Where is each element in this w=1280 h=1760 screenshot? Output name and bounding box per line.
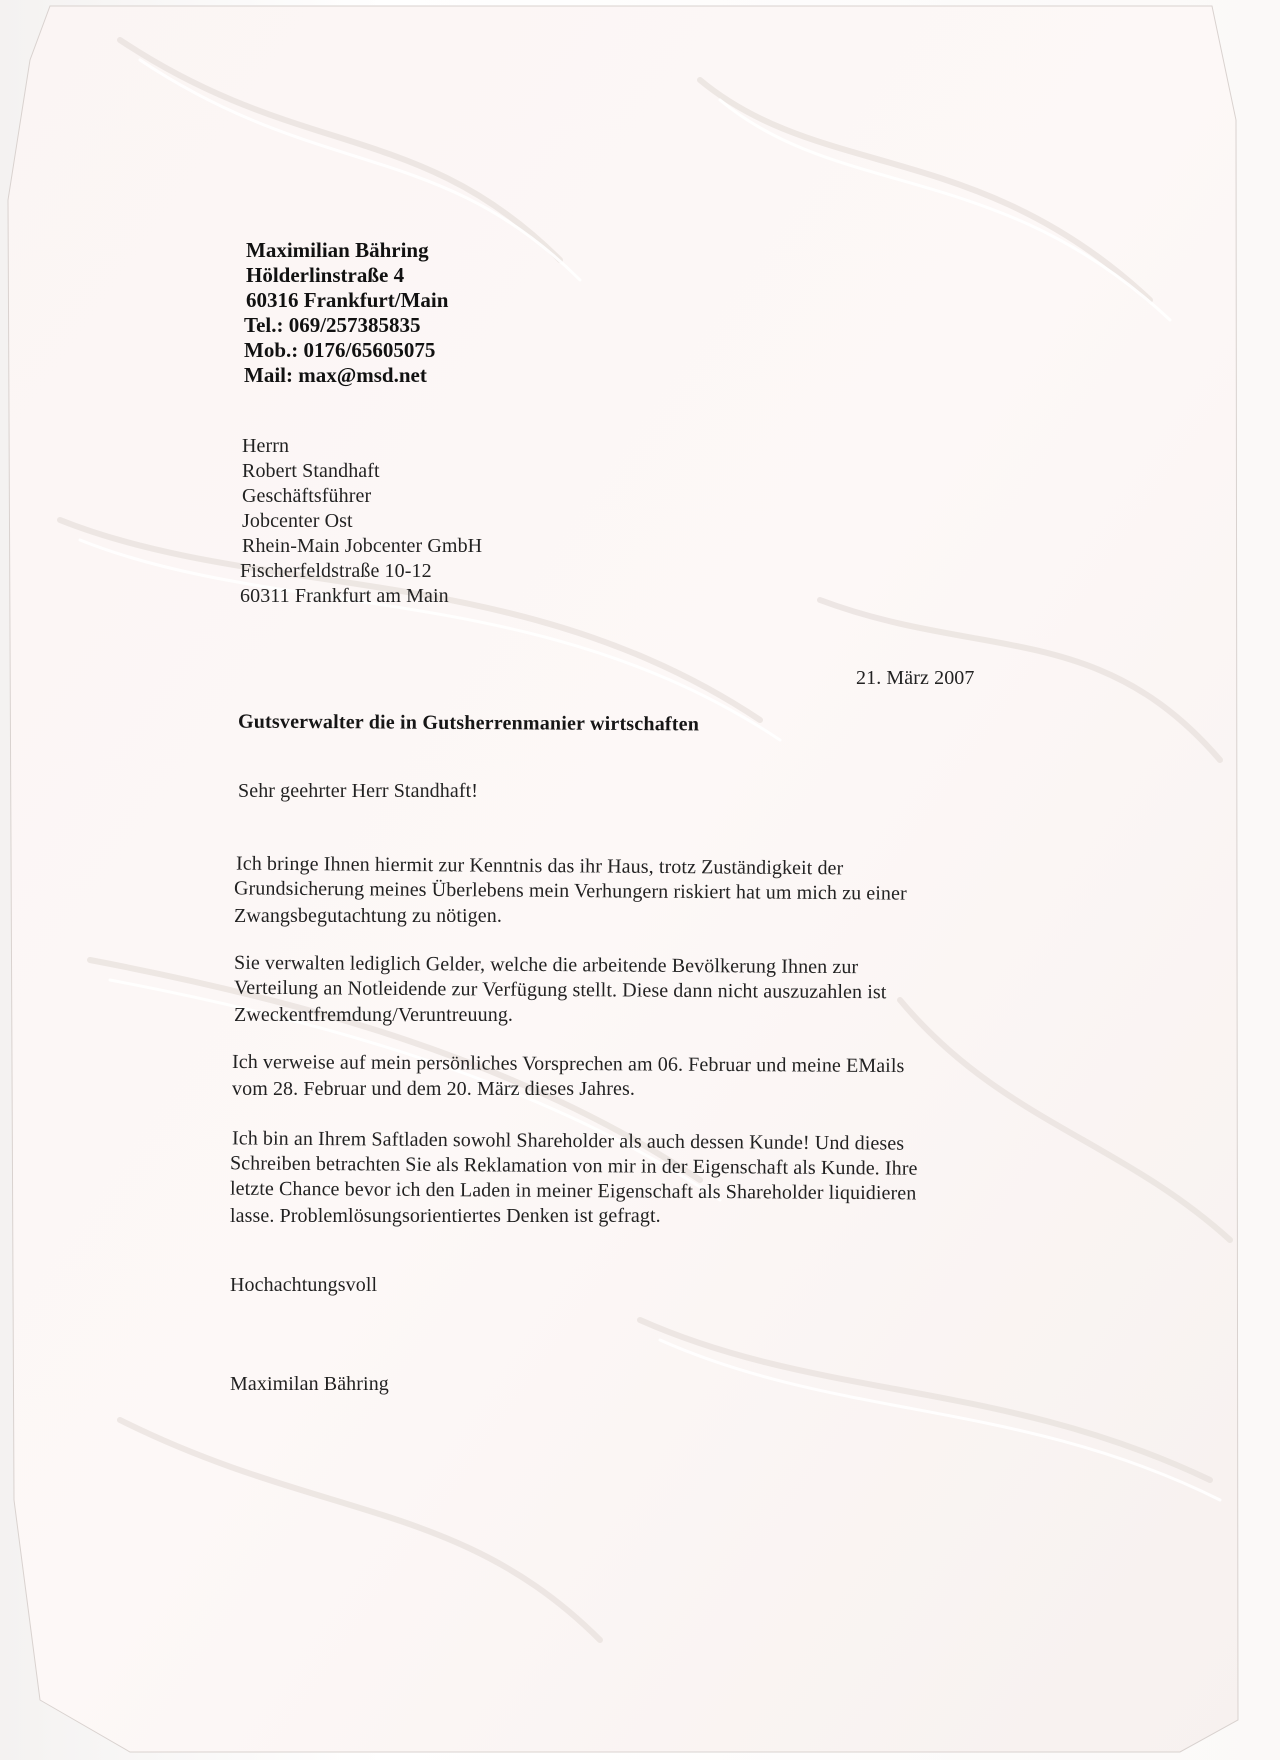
sender-street: Hölderlinstraße 4 xyxy=(246,263,405,287)
sender-mail: Mail: max@msd.net xyxy=(244,363,427,387)
paragraph-line: Schreiben betrachten Sie als Reklamation von mir in der Eigenschaft als Kunde. Ihre xyxy=(229,1152,918,1180)
paragraph-line: lasse. Problemlösungsorientiertes Denken ist gefragt. xyxy=(230,1205,661,1227)
paragraph-line: Ich verweise auf mein persönliches Vorsprechen am 06. Februar und meine EMails xyxy=(231,1050,905,1078)
letter-signature-name: Maximilan Bähring xyxy=(230,1373,389,1395)
recipient-salutation-line: Herrn xyxy=(242,435,290,457)
sender-phone: Tel.: 069/257385835 xyxy=(244,313,421,337)
recipient-name: Robert Standhaft xyxy=(242,460,380,482)
paragraph-line: Sie verwalten lediglich Gelder, welche die arbeitende Bevölkerung Ihnen zur xyxy=(233,951,859,979)
paragraph-line: Ich bin an Ihrem Saftladen sowohl Shareholder als auch dessen Kunde! Und dieses xyxy=(231,1127,905,1155)
paragraph-line: Ich bringe Ihnen hiermit zur Kenntnis das ihr Haus, trotz Zuständigkeit der xyxy=(235,852,844,880)
paragraph-line: Grundsicherung meines Überlebens mein Verhungern riskiert hat um mich zu einer xyxy=(233,877,907,905)
letter-subject: Gutsverwalter die in Gutsherrenmanier wirtschaften xyxy=(237,710,700,736)
recipient-office: Jobcenter Ost xyxy=(242,510,353,532)
sender-name: Maximilian Bähring xyxy=(246,238,429,262)
sender-mobile: Mob.: 0176/65605075 xyxy=(244,338,436,362)
paragraph-line: Zwangsbegutachtung zu nötigen. xyxy=(234,905,502,927)
recipient-city: 60311 Frankfurt am Main xyxy=(240,585,449,607)
letter-closing: Hochachtungsvoll xyxy=(230,1274,378,1296)
recipient-street: Fischerfeldstraße 10-12 xyxy=(240,560,432,582)
paragraph-line: vom 28. Februar und dem 20. März dieses Jahres. xyxy=(232,1078,635,1100)
recipient-title: Geschäftsführer xyxy=(242,485,372,507)
recipient-company: Rhein-Main Jobcenter GmbH xyxy=(242,535,483,557)
paragraph-line: Verteilung an Notleidende zur Verfügung stellt. Diese dann nicht auszuzahlen ist xyxy=(233,976,887,1004)
letter-date: 21. März 2007 xyxy=(856,667,975,689)
letter-greeting: Sehr geehrter Herr Standhaft! xyxy=(238,780,479,802)
paragraph-line: letzte Chance bevor ich den Laden in meiner Eigenschaft als Shareholder liquidieren xyxy=(229,1177,917,1205)
paragraph-line: Zweckentfremdung/Veruntreuung. xyxy=(234,1004,514,1026)
sender-city: 60316 Frankfurt/Main xyxy=(246,288,449,312)
